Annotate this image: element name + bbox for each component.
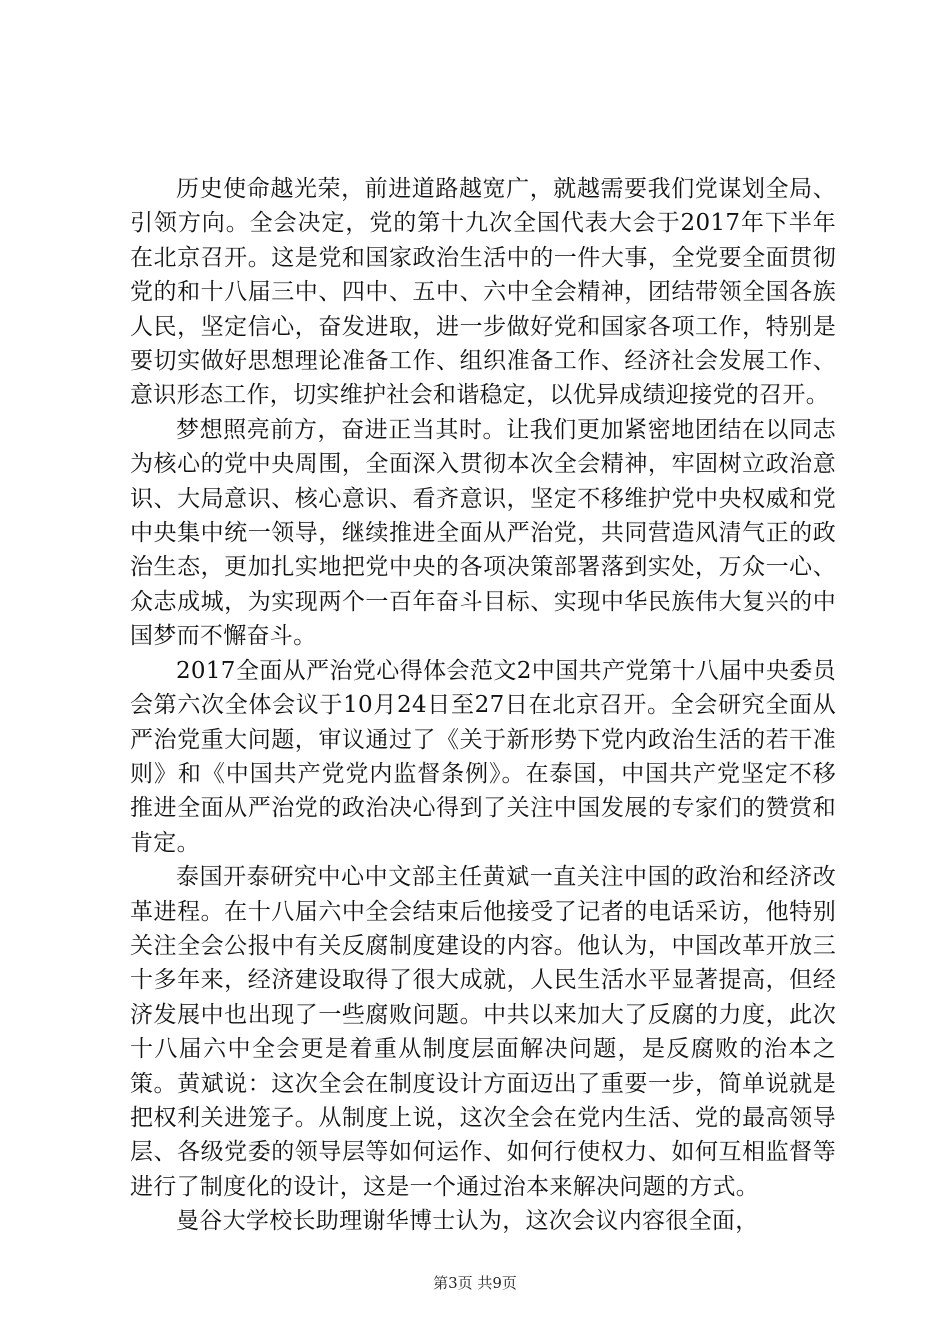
paragraph: 2017全面从严治党心得体会范文2中国共产党第十八届中央委员会第六次全体会议于10月24日至27日在北京召开。全会研究全面从严治党重大问题，审议通过了《关于新形势下党内政治生活的若干准则》和《中国共产党党内监督条例》。在泰国，中国共产党坚定不移推进全面从严治党的政治决心得到了关注中国发展的专家们的赞赏和肯定。 (130, 657, 836, 856)
paragraph: 梦想照亮前方，奋进正当其时。让我们更加紧密地团结在以同志为核心的党中央周围，全面深入贯彻本次全会精神，牢固树立政治意识、大局意识、核心意识、看齐意识，坚定不移维护党中央权威和党中央集中统一领导，继续推进全面从严治党，共同营造风清气正的政治生态，更加扎实地把党中央的各项决策部署落到实处，万众一心、众志成城，为实现两个一百年奋斗目标、实现中华民族伟大复兴的中国梦而不懈奋斗。 (130, 416, 836, 650)
paragraph: 历史使命越光荣，前进道路越宽广，就越需要我们党谋划全局、引领方向。全会决定，党的第十九次全国代表大会于2017年下半年在北京召开。这是党和国家政治生活中的一件大事，全党要全面贯彻党的和十八届三中、四中、五中、六中全会精神，团结带领全国各族人民，坚定信心，奋发进取，进一步做好党和国家各项工作，特别是要切实做好思想理论准备工作、组织准备工作、经济社会发展工作、意识形态工作，切实维护社会和谐稳定，以优异成绩迎接党的召开。 (130, 176, 836, 409)
paragraph: 曼谷大学校长助理谢华博士认为，这次会议内容很全面， (176, 1208, 759, 1235)
paragraph: 泰国开泰研究中心中文部主任黄斌一直关注中国的政治和经济改革进程。在十八届六中全会结束后他接受了记者的电话采访，他特别关注全会公报中有关反腐制度建设的内容。他认为，中国改革开放三十多年来，经济建设取得了很大成就，人民生活水平显著提高，但经济发展中也出现了一些腐败问题。中共以来加大了反腐的力度，此次十八届六中全会更是着重从制度层面解决问题，是反腐败的治本之策。黄斌说：这次全会在制度设计方面迈出了重要一步，简单说就是把权利关进笼子。从制度上说，这次全会在党内生活、党的最高领导层、各级党委的领导层等如何运作、如何行使权力、如何互相监督等进行了制度化的设计，这是一个通过治本来解决问题的方式。 (130, 864, 836, 1200)
page-number-footer: 第3页 共9页 (433, 1274, 517, 1292)
document-body (130, 172, 836, 1239)
